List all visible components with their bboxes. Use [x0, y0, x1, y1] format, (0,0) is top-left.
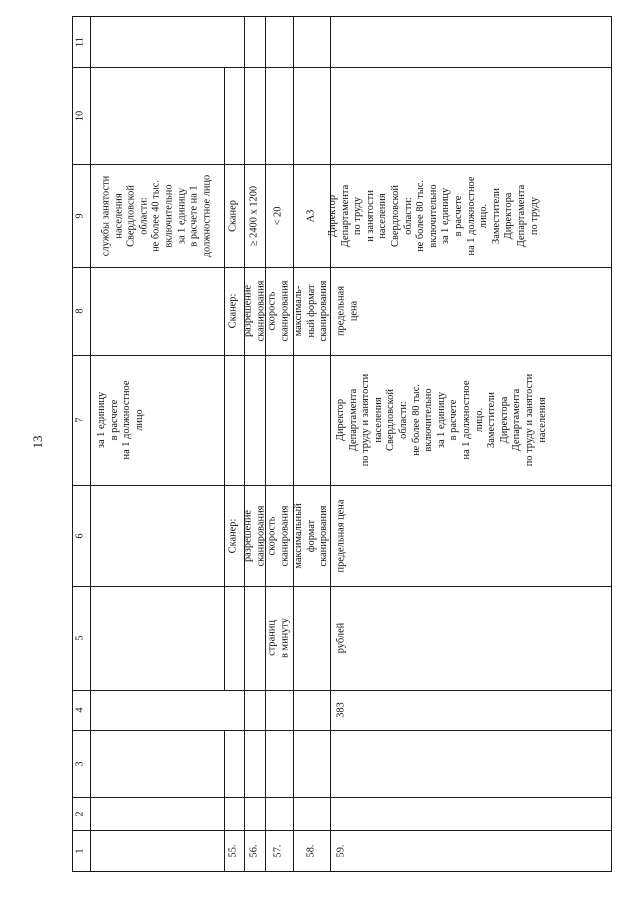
cell-col7-continuation: за 1 единицу в расчете на 1 должностное лицо: [95, 380, 145, 460]
column-header: 8: [74, 308, 86, 314]
cell-col6: Сканер:: [227, 518, 239, 554]
cell-col9: Сканер: [227, 200, 239, 232]
column-header: 5: [74, 635, 86, 641]
column-header: 4: [74, 707, 86, 713]
column-divider: [72, 797, 612, 798]
row-divider: [244, 16, 245, 872]
row-divider: [330, 16, 331, 872]
column-divider: [72, 830, 612, 831]
cell-col8: скорость сканирования: [266, 280, 290, 342]
column-header: 2: [74, 811, 86, 817]
column-header: 3: [74, 761, 86, 767]
column-divider: [72, 586, 612, 587]
row-number: 56.: [248, 844, 260, 858]
row-divider: [293, 16, 294, 872]
cell-col8: максималь- ный формат сканирования: [293, 280, 330, 342]
cell-col6: предельная цена: [335, 499, 347, 573]
column-header: 1: [74, 848, 86, 854]
cell-col8: разрешение сканирования: [242, 280, 266, 342]
table-border-top: [72, 16, 612, 17]
column-header: 10: [74, 110, 86, 122]
header-row-divider: [90, 16, 91, 872]
cell-col9: А3: [305, 209, 317, 223]
cell-col9: ≥ 2400 х 1200: [248, 185, 260, 247]
cell-col6: максимальный формат сканирования: [293, 503, 330, 569]
column-divider: [72, 67, 612, 68]
row-divider: [224, 731, 225, 872]
row-number: 58.: [305, 844, 317, 858]
page-number: 13: [30, 435, 45, 449]
column-divider: [72, 164, 612, 165]
cell-col8: Сканер:: [227, 293, 239, 329]
column-divider: [72, 355, 612, 356]
rotated-table: [72, 16, 612, 872]
column-divider: [72, 690, 612, 691]
row-number: 59.: [335, 844, 347, 858]
cell-col8: предельная цена: [335, 285, 359, 337]
table-border-right: [611, 16, 612, 872]
cell-col9: Директор Департамента по труду и занятости населения Свердловской области: не более 80 тыс. включительно за 1 единицу в расчете на 1 должностное лицо. Заместители Директора Департамента по труду: [326, 176, 540, 256]
column-divider: [72, 730, 612, 731]
row-divider: [265, 16, 266, 872]
column-header: 11: [74, 36, 86, 48]
cell-col5: страниц в минуту: [266, 618, 290, 658]
cell-col4: 383: [335, 702, 347, 718]
column-header: 6: [74, 533, 86, 539]
cell-col6: разрешение сканирования: [242, 505, 266, 567]
column-header: 9: [74, 213, 86, 219]
column-divider: [72, 485, 612, 486]
table-border-left: [72, 16, 73, 872]
row-number: 55.: [227, 844, 239, 858]
cell-col9-continuation: службы занятости населения Свердловской области: не более 40 тыс. включительно за 1 единицу в расчете на 1 должностное лицо: [100, 174, 213, 258]
column-header: 7: [74, 417, 86, 423]
column-divider: [72, 267, 612, 268]
row-number: 57.: [272, 844, 284, 858]
row-divider: [224, 67, 225, 691]
cell-col6: скорость сканирования: [266, 505, 290, 567]
table-border-bottom: [72, 871, 612, 872]
cell-col5: рублей: [335, 622, 347, 654]
cell-col9: < 20: [272, 206, 284, 226]
cell-col7: Директор Департамента по труду и занятости населения Свердловской области: не более 80 тыс. включительно за 1 единицу в расчете на 1 должностное лицо. Заместители Директора Департамента по труду и занятости населения: [334, 373, 548, 467]
